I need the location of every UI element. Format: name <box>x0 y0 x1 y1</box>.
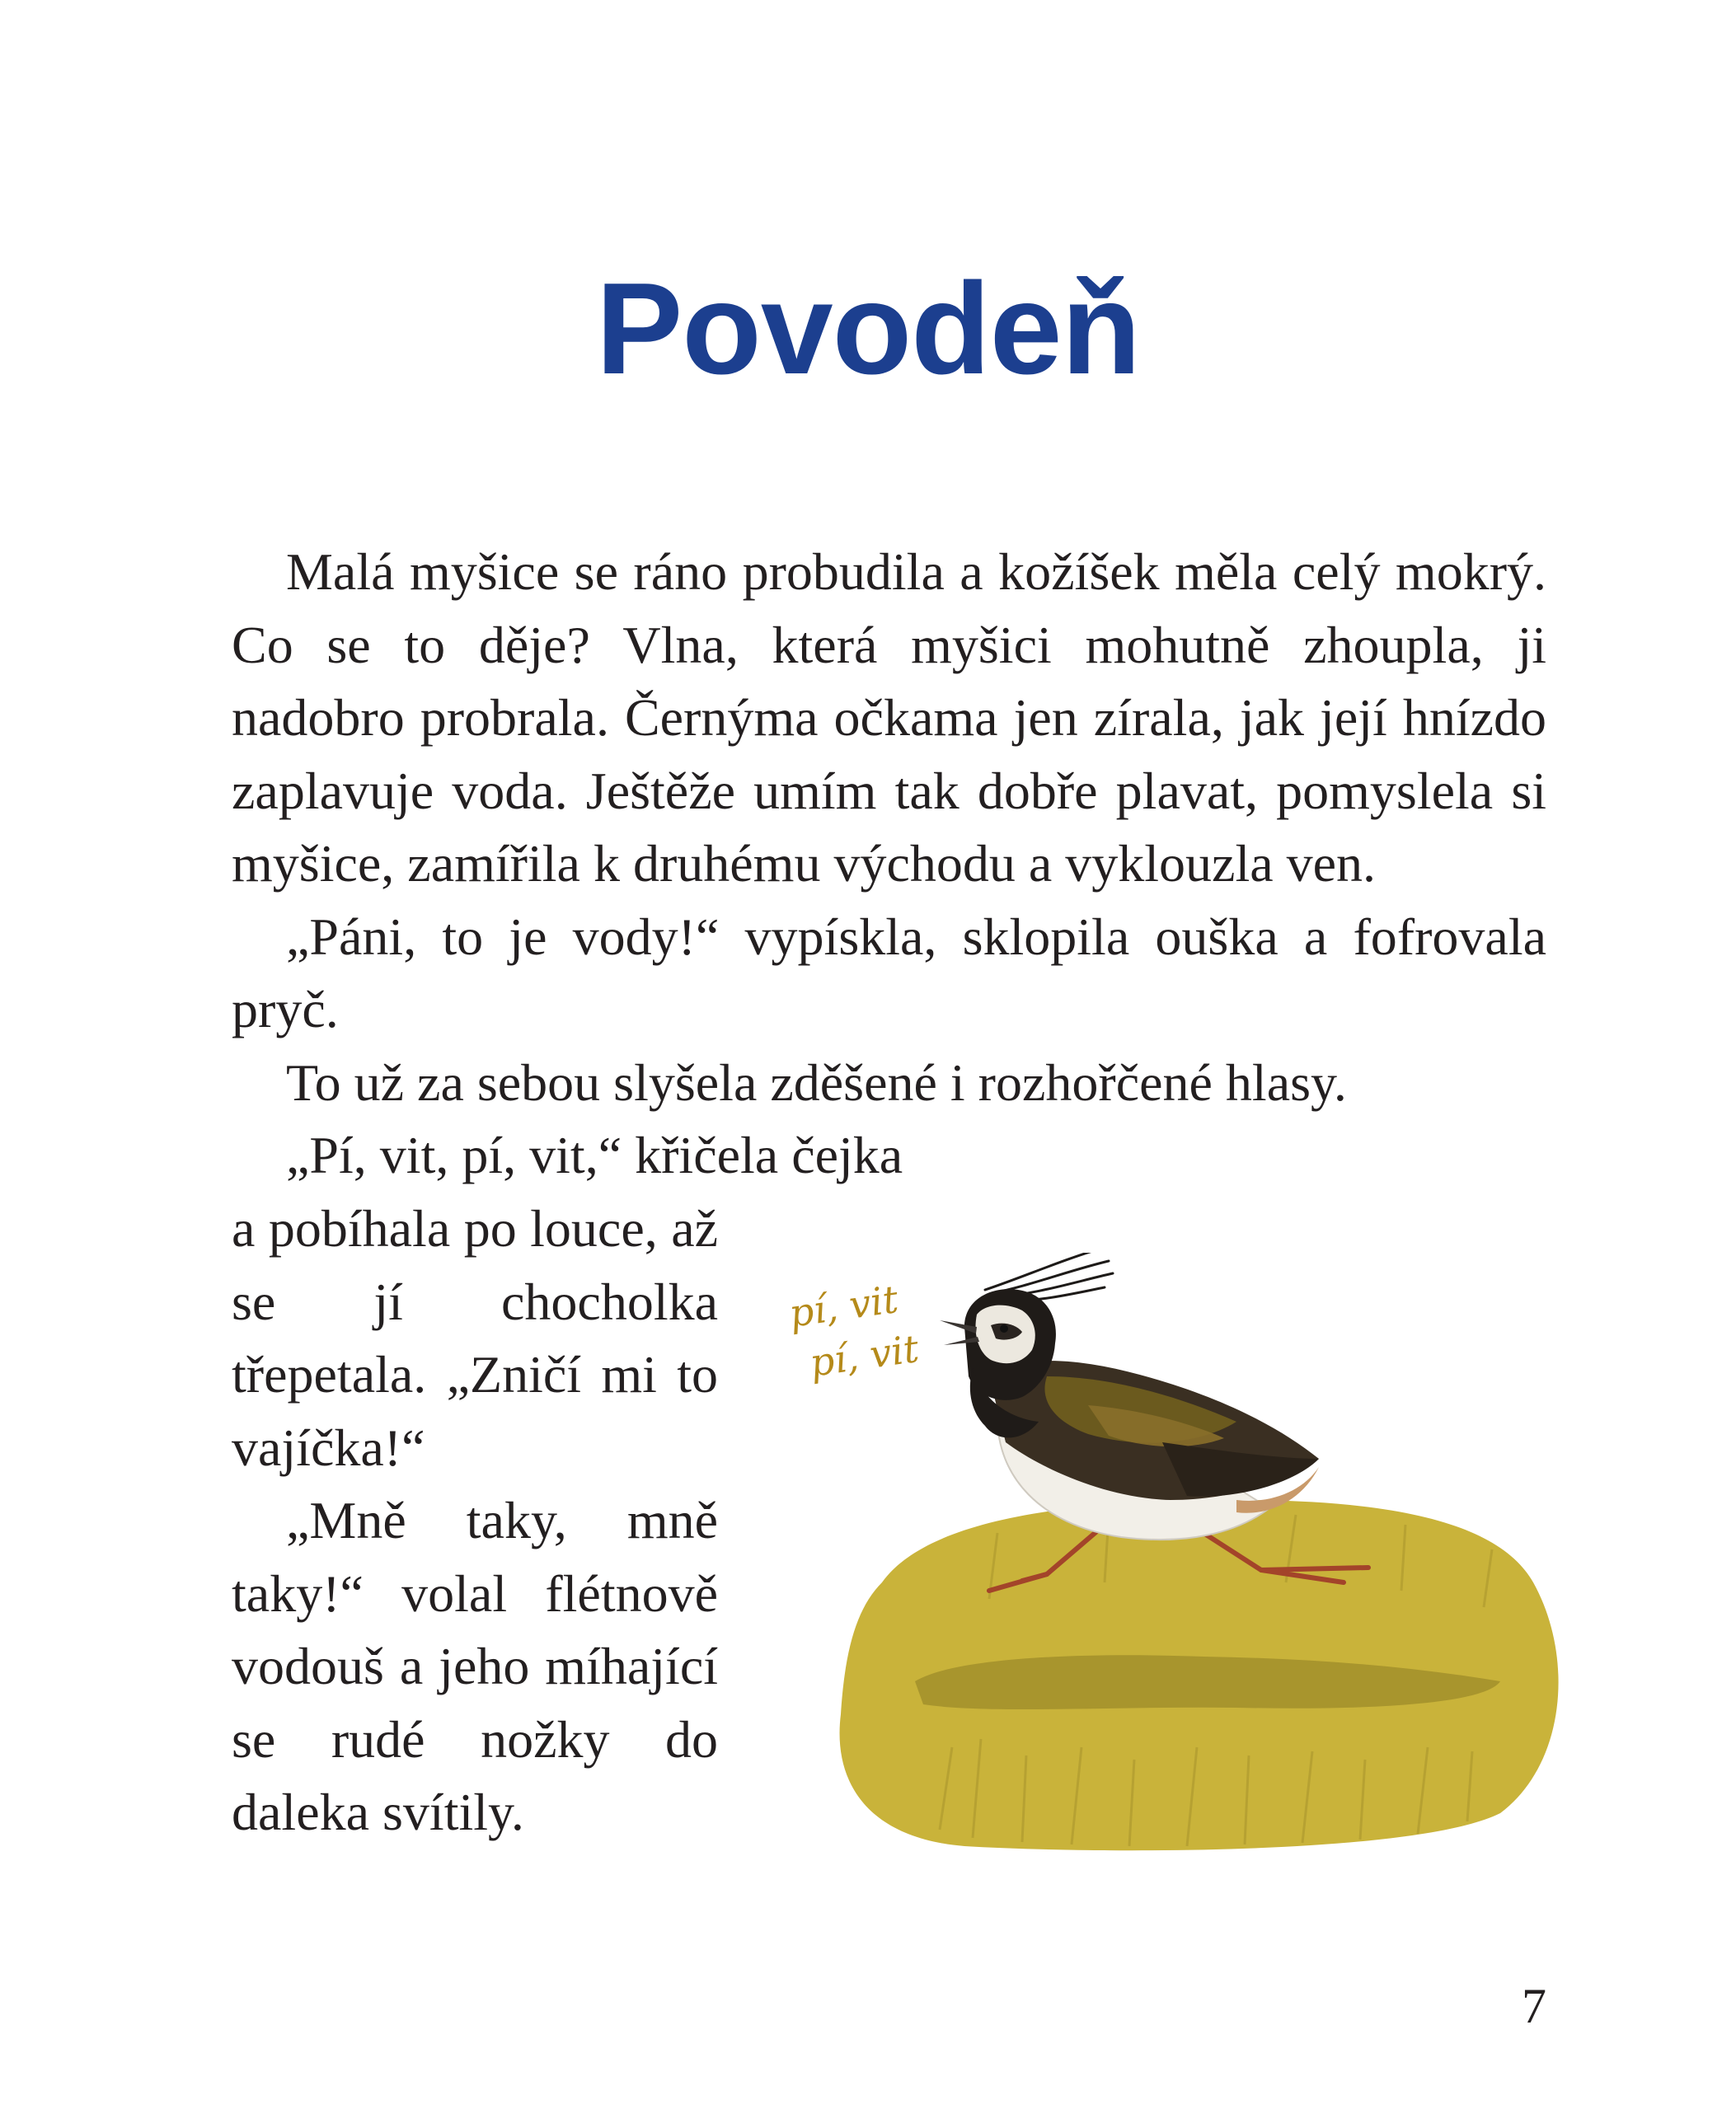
birdsong-handwriting <box>786 1277 922 1385</box>
paragraph-3: To už za sebou slyšela zděšené i rozhořčené hlasy. <box>286 1052 1347 1112</box>
paragraph-2: „Páni, to je vody!“ vypískla, sklopila ouška a fofrovala pryč. <box>232 907 1546 1038</box>
lapwing-illustration <box>775 1253 1599 1863</box>
lapwing-bird <box>940 1253 1319 1540</box>
grass-mound <box>840 1500 1559 1850</box>
page-title: Povodeň <box>595 256 1141 401</box>
paragraph-4-first-line: „Pí, vit, pí, vit,“ křičela čejka <box>286 1126 903 1184</box>
paragraph-4-continued: a pobíhala po louce, až se jí chocholka třepetala. „Zničí mi to vajíčka!“ <box>232 1199 718 1477</box>
story-text-narrow-column <box>232 1193 718 1849</box>
story-text-full-width <box>232 536 1546 1193</box>
handwriting-line-1: pí, vit <box>786 1276 901 1336</box>
paragraph-1: Malá myšice se ráno probudila a kožíšek měla celý mokrý. Co se to děje? Vlna, která myšici mohutně zhoupla, ji nadobro probrala. Černýma očkama jen zírala, jak její hnízdo zaplavuje voda. Ještěže umím tak dobře plavat, pomyslela si myšice, zamířila k druhému východu a vyklouzla ven. <box>232 542 1546 893</box>
paragraph-5: „Mně taky, mně taky!“ volal flétnově vodouš a jeho míhající se rudé nožky do daleka svítily. <box>232 1491 718 1841</box>
handwriting-line-2: pí, vit <box>807 1325 922 1385</box>
page-number: 7 <box>1522 1979 1546 2033</box>
